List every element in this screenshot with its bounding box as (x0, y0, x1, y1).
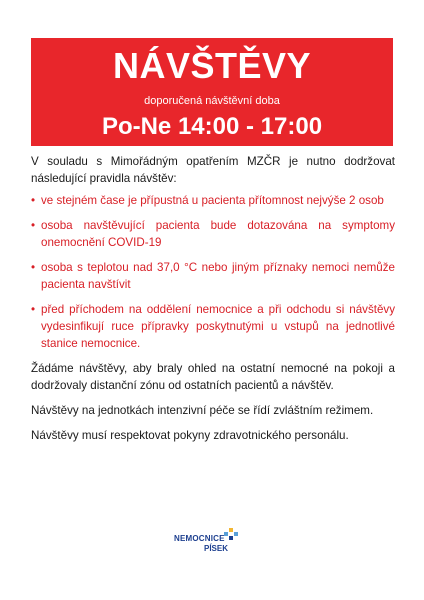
paragraph-icu: Návštěvy na jednotkách intenzivní péče se řídí zvláštním režimem. (31, 404, 374, 417)
bullet-icon: • (31, 194, 36, 207)
rule-item (31, 301, 395, 352)
hospital-logo (174, 528, 250, 558)
visiting-hours-subtitle: doporučená návštěvní doba (144, 95, 280, 107)
rules-list (31, 192, 395, 352)
notice-body (31, 153, 395, 444)
header-banner (31, 38, 393, 146)
paragraph-distancing: Žádáme návštěvy, aby braly ohled na ostatní nemocné na pokoji a dodržovaly distanční zónu od ostatních pacientů a návštěv. (31, 362, 395, 392)
paragraph-staff: Návštěvy musí respektovat pokyny zdravotnického personálu. (31, 429, 349, 442)
intro-text: V souladu s Mimořádným opatřením MZČR je nutno dodržovat následující pravidla návštěv: (31, 155, 395, 185)
page-title: NÁVŠTĚVY (112, 45, 312, 86)
rule-text: ve stejném čase je přípustná u pacienta přítomnost nejvýše 2 osob (41, 194, 384, 207)
bullet-icon: • (31, 261, 36, 274)
bullet-icon: • (31, 219, 36, 232)
logo-text-pisek: PÍSEK (204, 544, 229, 553)
rule-text: osoba s teplotou nad 37,0 °C nebo jiným příznaky nemoci nemůže pacienta navštívit (41, 261, 395, 291)
rule-item (31, 192, 395, 209)
rule-item (31, 217, 395, 251)
visiting-hours: Po-Ne 14:00 - 17:00 (101, 113, 323, 140)
rule-text: před příchodem na oddělení nemocnice a při odchodu si návštěvy vydesinfikují ruce přípravky poskytnutými u vstupů na jednotlivé stanice nemocnice. (41, 303, 395, 350)
bullet-icon: • (31, 303, 36, 316)
rule-item (31, 259, 395, 293)
logo-text-nemocnice: NEMOCNICE (174, 534, 225, 543)
logo-mark-icon (224, 528, 238, 540)
rule-text: osoba navštěvující pacienta bude dotazována na symptomy onemocnění COVID-19 (41, 219, 395, 249)
